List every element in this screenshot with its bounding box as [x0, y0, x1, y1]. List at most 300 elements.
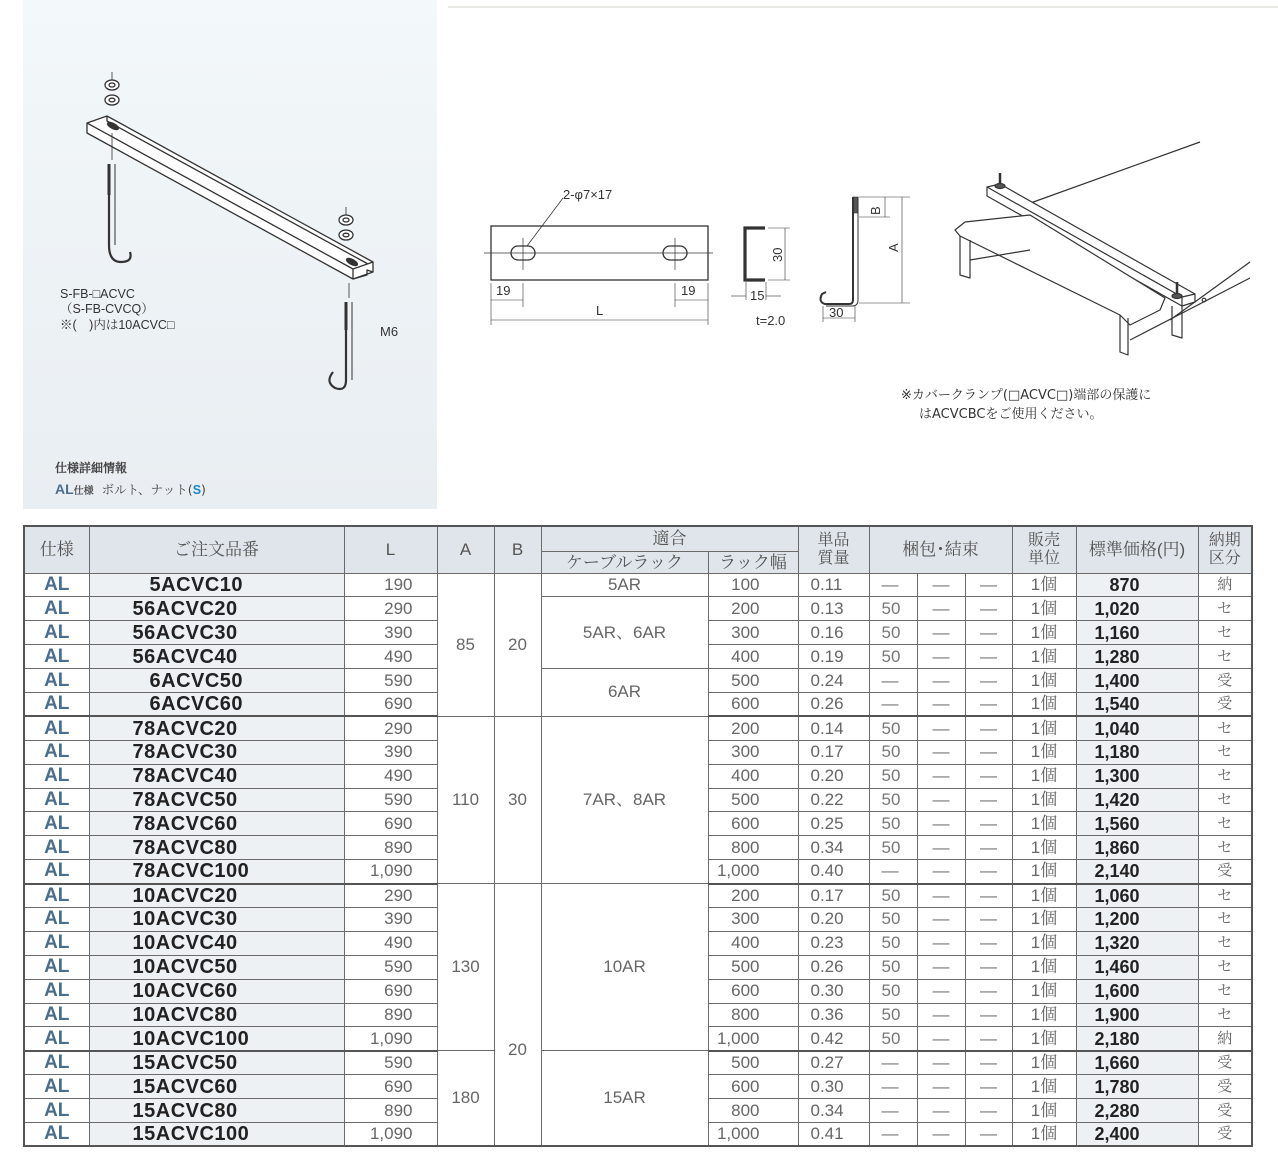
col-order-no: ご注文品番 — [89, 526, 344, 573]
col-mass-line-1: 単品 — [817, 531, 850, 549]
rack-width-cell: 600 — [708, 979, 798, 1003]
order-number: 10ACVC40 — [132, 932, 238, 955]
order-number: 56ACVC20 — [132, 597, 238, 620]
sales-unit-cell: 1個 — [1012, 621, 1076, 645]
sales-unit-cell: 1個 — [1012, 573, 1076, 597]
packing-cell-1: — — [869, 1075, 917, 1099]
sales-unit-cell: 1個 — [1012, 692, 1076, 716]
packing-cell-2: — — [917, 1099, 965, 1123]
sales-unit-cell: 1個 — [1012, 955, 1076, 979]
sales-unit-cell: 1個 — [1012, 764, 1076, 788]
sales-unit-cell: 1個 — [1012, 1003, 1076, 1027]
packing-cell-3: — — [965, 740, 1012, 764]
price-cell: 1,280 — [1076, 645, 1198, 669]
model-label: S-FB-□ACVC — [60, 287, 135, 301]
price-cell: 1,200 — [1076, 907, 1198, 931]
order-number-cell — [89, 812, 344, 836]
sales-unit-cell: 1個 — [1012, 860, 1076, 884]
rack-width-cell: 600 — [708, 692, 798, 716]
price-cell: 1,040 — [1076, 716, 1198, 740]
col-delivery — [1198, 526, 1252, 573]
delivery-cell: 受 — [1198, 860, 1252, 884]
order-number-cell — [89, 1003, 344, 1027]
packing-cell-2: — — [917, 1051, 965, 1075]
col-a: A — [437, 526, 494, 573]
packing-cell-1: 50 — [869, 907, 917, 931]
rack-width-cell: 500 — [708, 788, 798, 812]
packing-cell-1: — — [869, 573, 917, 597]
packing-cell-3: — — [965, 1099, 1012, 1123]
packing-cell-2: — — [917, 860, 965, 884]
order-number: 78ACVC20 — [132, 717, 238, 740]
col-delivery-line-1: 納期 — [1208, 531, 1241, 549]
length-cell: 890 — [344, 1099, 437, 1123]
order-number: 15ACVC80 — [132, 1099, 238, 1122]
delivery-cell: セ — [1198, 764, 1252, 788]
order-number-cell — [89, 740, 344, 764]
sales-unit-cell: 1個 — [1012, 669, 1076, 693]
sales-unit-cell: 1個 — [1012, 907, 1076, 931]
installation-illustration — [940, 140, 1260, 380]
packing-cell-3: — — [965, 955, 1012, 979]
price-cell: 1,320 — [1076, 931, 1198, 955]
length-cell: 1,090 — [344, 1027, 437, 1051]
delivery-cell: 納 — [1198, 1027, 1252, 1051]
bolt-size-label: M6 — [380, 324, 399, 339]
delivery-cell: 受 — [1198, 669, 1252, 693]
price-cell: 1,400 — [1076, 669, 1198, 693]
table-row — [24, 716, 1252, 740]
order-number: 10ACVC60 — [132, 980, 238, 1003]
order-number: 15ACVC100 — [132, 1123, 250, 1146]
order-number-cell — [89, 979, 344, 1003]
channel-height-label: 30 — [770, 247, 785, 262]
spec-cell: AL — [24, 692, 89, 716]
packing-cell-1: — — [869, 1099, 917, 1123]
hook-a-label: A — [886, 243, 901, 252]
col-delivery-line-2: 区分 — [1208, 549, 1241, 567]
length-cell: 690 — [344, 692, 437, 716]
price-cell: 1,020 — [1076, 597, 1198, 621]
order-number-cell — [89, 645, 344, 669]
mass-cell: 0.34 — [798, 1099, 869, 1123]
delivery-cell: 受 — [1198, 1051, 1252, 1075]
price-cell: 2,280 — [1076, 1099, 1198, 1123]
delivery-cell: セ — [1198, 740, 1252, 764]
packing-cell-1: 50 — [869, 812, 917, 836]
cable-rack-cell: 7AR、8AR — [541, 716, 708, 883]
mass-cell: 0.17 — [798, 884, 869, 908]
sales-unit-cell: 1個 — [1012, 812, 1076, 836]
order-number: 78ACVC50 — [132, 788, 238, 811]
packing-cell-3: — — [965, 764, 1012, 788]
rack-width-cell: 200 — [708, 884, 798, 908]
packing-cell-1: — — [869, 1051, 917, 1075]
rack-width-cell: 100 — [708, 573, 798, 597]
spec-parts: ボルト、ナット( — [101, 482, 193, 497]
spec-cell: AL — [24, 645, 89, 669]
spec-cell: AL — [24, 979, 89, 1003]
order-number-cell — [89, 716, 344, 740]
b-dim-cell: 20 — [494, 573, 541, 716]
sales-unit-cell: 1個 — [1012, 931, 1076, 955]
order-number: 6ACVC50 — [149, 669, 244, 692]
delivery-cell: セ — [1198, 597, 1252, 621]
order-number-cell — [89, 836, 344, 860]
spec-cell: AL — [24, 1075, 89, 1099]
spec-cell: AL — [24, 860, 89, 884]
hook-width-label: 30 — [829, 305, 844, 320]
price-cell: 1,180 — [1076, 740, 1198, 764]
sales-unit-cell: 1個 — [1012, 979, 1076, 1003]
packing-cell-2: — — [917, 716, 965, 740]
mass-cell: 0.26 — [798, 955, 869, 979]
cable-rack-cell: 10AR — [541, 884, 708, 1051]
length-cell: 390 — [344, 621, 437, 645]
col-packing: 梱包･結束 — [869, 526, 1012, 573]
price-cell: 2,400 — [1076, 1122, 1198, 1146]
rack-width-cell: 800 — [708, 1099, 798, 1123]
cover-clamp-illustration — [23, 0, 437, 509]
spec-s-badge: S — [192, 483, 202, 497]
price-cell: 1,780 — [1076, 1075, 1198, 1099]
sales-unit-cell: 1個 — [1012, 788, 1076, 812]
packing-cell-2: — — [917, 1027, 965, 1051]
col-price: 標準価格(円) — [1076, 526, 1198, 573]
spec-cell: AL — [24, 1003, 89, 1027]
spec-al-suffix: 仕様 — [73, 486, 94, 497]
packing-cell-1: 50 — [869, 788, 917, 812]
order-number-cell — [89, 788, 344, 812]
left-margin-label: 19 — [496, 283, 511, 298]
rack-width-cell: 300 — [708, 621, 798, 645]
packing-cell-1: 50 — [869, 955, 917, 979]
packing-cell-3: — — [965, 788, 1012, 812]
right-margin-label: 19 — [681, 283, 696, 298]
price-cell: 1,560 — [1076, 812, 1198, 836]
order-number-cell — [89, 1051, 344, 1075]
spec-cell: AL — [24, 1051, 89, 1075]
sales-unit-cell: 1個 — [1012, 1051, 1076, 1075]
mass-cell: 0.20 — [798, 907, 869, 931]
packing-cell-2: — — [917, 692, 965, 716]
mass-cell: 0.27 — [798, 1051, 869, 1075]
table-body — [24, 573, 1252, 1146]
length-cell: 890 — [344, 836, 437, 860]
spec-cell: AL — [24, 1099, 89, 1123]
order-number-cell — [89, 597, 344, 621]
col-spec: 仕様 — [24, 526, 89, 573]
packing-cell-2: — — [917, 1003, 965, 1027]
sales-unit-cell: 1個 — [1012, 1027, 1076, 1051]
a-dim-cell: 85 — [437, 573, 494, 716]
packing-cell-2: — — [917, 931, 965, 955]
usage-note-line-1: ※カバークランプ(□ACVC□)端部の保護に — [901, 388, 1152, 403]
model-label-alt: （S-FB-CVCQ） — [60, 302, 154, 316]
packing-cell-3: — — [965, 597, 1012, 621]
packing-cell-1: 50 — [869, 740, 917, 764]
packing-cell-2: — — [917, 621, 965, 645]
packing-cell-2: — — [917, 1075, 965, 1099]
order-number-cell — [89, 955, 344, 979]
length-cell: 590 — [344, 788, 437, 812]
length-cell: 490 — [344, 931, 437, 955]
packing-cell-2: — — [917, 573, 965, 597]
price-cell: 1,660 — [1076, 1051, 1198, 1075]
price-cell: 1,420 — [1076, 788, 1198, 812]
order-number: 10ACVC100 — [132, 1027, 250, 1050]
length-cell: 1,090 — [344, 860, 437, 884]
packing-cell-1: 50 — [869, 836, 917, 860]
col-l: L — [344, 526, 437, 573]
packing-cell-2: — — [917, 597, 965, 621]
packing-cell-3: — — [965, 812, 1012, 836]
packing-cell-3: — — [965, 573, 1012, 597]
spec-cell: AL — [24, 884, 89, 908]
sales-unit-cell: 1個 — [1012, 884, 1076, 908]
top-divider — [448, 6, 1278, 8]
sales-unit-cell: 1個 — [1012, 740, 1076, 764]
spec-cell: AL — [24, 931, 89, 955]
cable-rack-cell: 15AR — [541, 1051, 708, 1147]
packing-cell-3: — — [965, 645, 1012, 669]
mass-cell: 0.25 — [798, 812, 869, 836]
order-number: 5ACVC10 — [149, 573, 244, 596]
rack-width-cell: 800 — [708, 836, 798, 860]
mass-cell: 0.19 — [798, 645, 869, 669]
order-number-cell — [89, 1075, 344, 1099]
order-number: 78ACVC100 — [132, 860, 250, 883]
channel-width-label: 15 — [750, 288, 765, 303]
packing-cell-2: — — [917, 669, 965, 693]
packing-cell-3: — — [965, 692, 1012, 716]
packing-cell-3: — — [965, 836, 1012, 860]
mass-cell: 0.41 — [798, 1122, 869, 1146]
packing-cell-1: 50 — [869, 716, 917, 740]
packing-cell-2: — — [917, 788, 965, 812]
rack-width-cell: 500 — [708, 1051, 798, 1075]
order-number-cell — [89, 621, 344, 645]
spec-cell: AL — [24, 597, 89, 621]
packing-cell-3: — — [965, 1075, 1012, 1099]
cable-rack-cell: 5AR — [541, 573, 708, 597]
col-mass — [798, 526, 869, 573]
spec-detail-title: 仕様詳細情報 — [55, 461, 128, 475]
packing-cell-1: 50 — [869, 645, 917, 669]
price-cell: 2,180 — [1076, 1027, 1198, 1051]
price-cell: 870 — [1076, 573, 1198, 597]
mass-cell: 0.24 — [798, 669, 869, 693]
mass-cell: 0.13 — [798, 597, 869, 621]
length-cell: 890 — [344, 1003, 437, 1027]
rack-width-cell: 300 — [708, 907, 798, 931]
packing-cell-3: — — [965, 1027, 1012, 1051]
packing-cell-3: — — [965, 979, 1012, 1003]
rack-width-cell: 600 — [708, 812, 798, 836]
packing-cell-1: — — [869, 1122, 917, 1146]
packing-cell-3: — — [965, 669, 1012, 693]
spec-cell: AL — [24, 764, 89, 788]
order-number: 15ACVC50 — [132, 1052, 238, 1074]
spec-al: AL — [55, 481, 74, 497]
col-cable-rack: ケーブルラック — [541, 551, 708, 573]
delivery-cell: セ — [1198, 716, 1252, 740]
cable-rack-cell: 6AR — [541, 669, 708, 717]
length-cell: 490 — [344, 764, 437, 788]
length-cell: 1,090 — [344, 1122, 437, 1146]
packing-cell-3: — — [965, 884, 1012, 908]
length-label: L — [596, 303, 604, 318]
packing-cell-3: — — [965, 1003, 1012, 1027]
usage-note — [901, 386, 1151, 424]
packing-cell-1: 50 — [869, 597, 917, 621]
delivery-cell: 受 — [1198, 1122, 1252, 1146]
dimension-drawing — [470, 170, 930, 340]
packing-cell-1: 50 — [869, 621, 917, 645]
order-number-cell — [89, 884, 344, 908]
sales-unit-cell: 1個 — [1012, 836, 1076, 860]
col-sales-unit — [1012, 526, 1076, 573]
delivery-cell: セ — [1198, 979, 1252, 1003]
packing-cell-2: — — [917, 836, 965, 860]
packing-cell-3: — — [965, 931, 1012, 955]
col-sales-unit-line-1: 販売 — [1028, 531, 1061, 549]
delivery-cell: 受 — [1198, 1099, 1252, 1123]
packing-cell-2: — — [917, 764, 965, 788]
table-row — [24, 1051, 1252, 1075]
thickness-label: t=2.0 — [756, 313, 786, 328]
mass-cell: 0.42 — [798, 1027, 869, 1051]
length-cell: 590 — [344, 955, 437, 979]
order-number: 78ACVC30 — [132, 741, 238, 764]
order-number: 10ACVC20 — [132, 884, 238, 907]
mass-cell: 0.36 — [798, 1003, 869, 1027]
delivery-cell: セ — [1198, 884, 1252, 908]
order-number: 10ACVC30 — [132, 908, 238, 931]
delivery-cell: セ — [1198, 955, 1252, 979]
length-cell: 390 — [344, 740, 437, 764]
mass-cell: 0.17 — [798, 740, 869, 764]
delivery-cell: セ — [1198, 931, 1252, 955]
spec-cell: AL — [24, 621, 89, 645]
spec-cell: AL — [24, 955, 89, 979]
packing-cell-1: 50 — [869, 979, 917, 1003]
spec-detail-line — [55, 480, 206, 498]
spec-cell: AL — [24, 669, 89, 693]
order-number-cell — [89, 669, 344, 693]
price-cell: 1,460 — [1076, 955, 1198, 979]
table-row — [24, 884, 1252, 908]
order-number: 6ACVC60 — [149, 693, 244, 716]
length-cell: 390 — [344, 907, 437, 931]
spec-cell: AL — [24, 1027, 89, 1051]
mass-cell: 0.30 — [798, 1075, 869, 1099]
spec-cell: AL — [24, 573, 89, 597]
order-number: 15ACVC60 — [132, 1075, 238, 1098]
length-cell: 290 — [344, 884, 437, 908]
order-number: 56ACVC40 — [132, 645, 238, 668]
order-number-cell — [89, 1027, 344, 1051]
col-fit: 適合 — [541, 526, 798, 551]
rack-width-cell: 1,000 — [708, 1122, 798, 1146]
b-dim-cell: 20 — [494, 884, 541, 1147]
delivery-cell: セ — [1198, 812, 1252, 836]
order-number: 78ACVC80 — [132, 836, 238, 859]
order-number: 10ACVC80 — [132, 1003, 238, 1026]
delivery-cell: 受 — [1198, 692, 1252, 716]
cable-rack-cell: 5AR、6AR — [541, 597, 708, 669]
mass-cell: 0.22 — [798, 788, 869, 812]
delivery-cell: 受 — [1198, 1075, 1252, 1099]
price-cell: 1,060 — [1076, 884, 1198, 908]
packing-cell-1: 50 — [869, 1027, 917, 1051]
length-cell: 590 — [344, 1051, 437, 1075]
length-cell: 690 — [344, 979, 437, 1003]
price-cell: 1,540 — [1076, 692, 1198, 716]
price-cell: 2,140 — [1076, 860, 1198, 884]
model-note: ※( )内は10ACVC□ — [60, 318, 175, 332]
spec-cell: AL — [24, 716, 89, 740]
packing-cell-3: — — [965, 621, 1012, 645]
col-rack-width: ラック幅 — [708, 551, 798, 573]
delivery-cell: セ — [1198, 836, 1252, 860]
packing-cell-2: — — [917, 979, 965, 1003]
mass-cell: 0.20 — [798, 764, 869, 788]
order-number-cell — [89, 764, 344, 788]
packing-cell-1: 50 — [869, 764, 917, 788]
a-dim-cell: 110 — [437, 716, 494, 883]
length-cell: 690 — [344, 1075, 437, 1099]
spec-cell: AL — [24, 1122, 89, 1146]
packing-cell-2: — — [917, 740, 965, 764]
delivery-cell: セ — [1198, 645, 1252, 669]
table-row — [24, 669, 1252, 693]
packing-cell-1: 50 — [869, 884, 917, 908]
price-cell: 1,160 — [1076, 621, 1198, 645]
rack-width-cell: 500 — [708, 955, 798, 979]
mass-cell: 0.14 — [798, 716, 869, 740]
order-number-cell — [89, 931, 344, 955]
col-sales-unit-line-2: 単位 — [1028, 549, 1061, 567]
mass-cell: 0.16 — [798, 621, 869, 645]
rack-width-cell: 800 — [708, 1003, 798, 1027]
mass-cell: 0.34 — [798, 836, 869, 860]
table-row — [24, 597, 1252, 621]
order-number: 10ACVC50 — [132, 956, 238, 979]
packing-cell-1: 50 — [869, 1003, 917, 1027]
packing-cell-2: — — [917, 884, 965, 908]
mass-cell: 0.30 — [798, 979, 869, 1003]
packing-cell-3: — — [965, 860, 1012, 884]
packing-cell-2: — — [917, 1122, 965, 1146]
length-cell: 290 — [344, 716, 437, 740]
packing-cell-2: — — [917, 907, 965, 931]
rack-width-cell: 500 — [708, 669, 798, 693]
spec-cell: AL — [24, 836, 89, 860]
packing-cell-1: — — [869, 669, 917, 693]
slot-size-label: 2-φ7×17 — [563, 187, 613, 202]
sales-unit-cell: 1個 — [1012, 597, 1076, 621]
mass-cell: 0.11 — [798, 573, 869, 597]
usage-note-line-2: はACVCBCをご使用ください。 — [919, 407, 1103, 422]
hook-b-label: B — [868, 206, 883, 215]
order-number: 78ACVC40 — [132, 765, 238, 788]
packing-cell-3: — — [965, 1122, 1012, 1146]
a-dim-cell: 130 — [437, 884, 494, 1051]
packing-cell-1: — — [869, 692, 917, 716]
price-cell: 1,860 — [1076, 836, 1198, 860]
sales-unit-cell: 1個 — [1012, 645, 1076, 669]
